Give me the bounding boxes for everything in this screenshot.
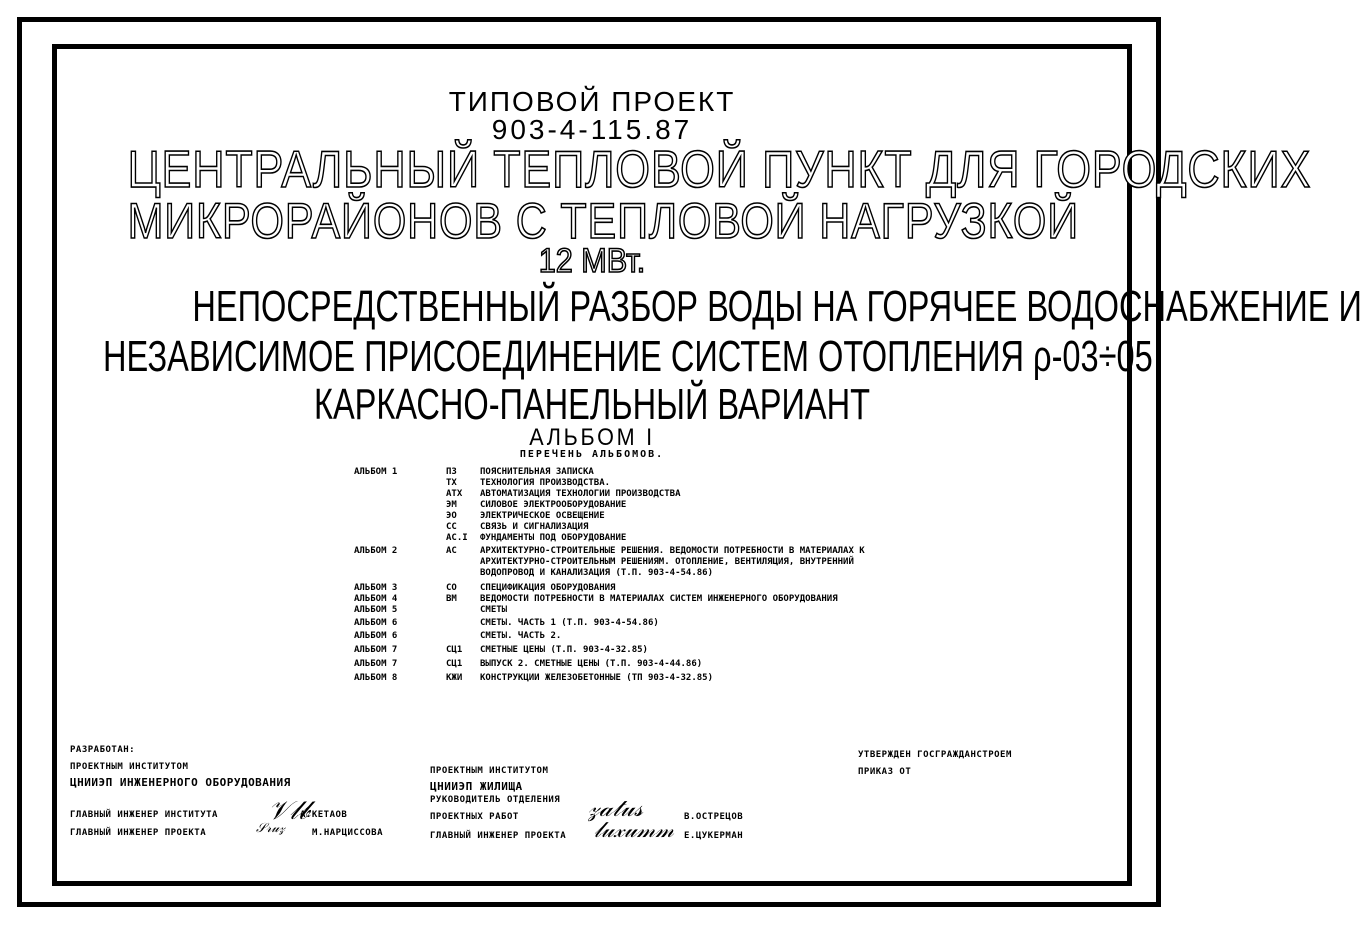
subtitle-line-1: НЕПОСРЕДСТВЕННЫЙ РАЗБОР ВОДЫ НА ГОРЯЧЕЕ ВОДОСНАБЖЕНИЕ И (192, 282, 1362, 331)
list-item-code: КЖИ (446, 673, 463, 683)
middle-chief-engineer-project-name: Е.ЦУКЕРМАН (684, 831, 744, 841)
list-item-code: СО (446, 583, 457, 593)
list-item-text: ВЕДОМОСТИ ПОТРЕБНОСТИ В МАТЕРИАЛАХ СИСТЕМ ИНЖЕНЕРНОГО ОБОРУДОВАНИЯ (480, 594, 838, 604)
list-item-code: ТХ (446, 478, 457, 488)
list-item-album: АЛЬБОМ 3 (354, 583, 398, 593)
project-number: 903-4-115.87 (491, 114, 693, 145)
list-item-text: СПЕЦИФИКАЦИЯ ОБОРУДОВАНИЯ (480, 583, 616, 593)
middle-head-department: РУКОВОДИТЕЛЬ ОТДЕЛЕНИЯ (430, 795, 561, 805)
list-item-text: ПОЯСНИТЕЛЬНАЯ ЗАПИСКА (480, 467, 594, 477)
order-label: ПРИКАЗ ОТ (858, 767, 912, 777)
list-item-album: АЛЬБОМ 7 (354, 659, 398, 669)
list-item-text: СМЕТЫ. ЧАСТЬ 1 (Т.П. 903-4-54.86) (480, 618, 659, 628)
list-item-album: АЛЬБОМ 5 (354, 605, 398, 615)
left-chief-engineer-project-name: М.НАРЦИССОВА (312, 828, 384, 838)
main-title-line-1: ЦЕНТРАЛЬНЫЙ ТЕПЛОВОЙ ПУНКТ ДЛЯ ГОРОДСКИХ (127, 141, 1312, 199)
left-institute: ЦНИИЭП ИНЖЕНЕРНОГО ОБОРУДОВАНИЯ (70, 776, 291, 789)
signature-nartsissova: 𝒮𝓇𝓊𝓏 (256, 821, 285, 836)
list-item-album: АЛЬБОМ 1 (354, 467, 398, 477)
middle-institute: ЦНИИЭП ЖИЛИЩА (430, 780, 523, 793)
list-item-code: АТХ (446, 489, 463, 499)
signature-ketaov: 𝒱𝓁𝒷 (268, 796, 310, 826)
list-item-text: ФУНДАМЕНТЫ ПОД ОБОРУДОВАНИЕ (480, 533, 627, 543)
list-item-code: АС (446, 546, 457, 556)
list-item-text: ЭЛЕКТРИЧЕСКОЕ ОСВЕЩЕНИЕ (480, 511, 605, 521)
main-title-line-2: МИКРОРАЙОНОВ С ТЕПЛОВОЙ НАГРУЗКОЙ (127, 193, 1080, 249)
left-by-institute: ПРОЕКТНЫМ ИНСТИТУТОМ (70, 762, 189, 772)
list-item-album: АЛЬБОМ 4 (354, 594, 398, 604)
middle-by-institute: ПРОЕКТНЫМ ИНСТИТУТОМ (430, 766, 549, 776)
left-chief-engineer-institute-name: А.КЕТАОВ (300, 810, 348, 820)
list-item-code: ПЗ (446, 467, 457, 477)
developed-label: РАЗРАБОТАН: (70, 745, 136, 755)
type-project-label: ТИПОВОЙ ПРОЕКТ (448, 86, 736, 117)
list-item-text: СМЕТЫ (480, 605, 508, 615)
list-item-text: СИЛОВОЕ ЭЛЕКТРООБОРУДОВАНИЕ (480, 500, 627, 510)
list-item-album: АЛЬБОМ 6 (354, 631, 398, 641)
list-item-text: АВТОМАТИЗАЦИЯ ТЕХНОЛОГИИ ПРОИЗВОДСТВА (480, 489, 681, 499)
subtitle-line-2: НЕЗАВИСИМОЕ ПРИСОЕДИНЕНИЕ СИСТЕМ ОТОПЛЕНИЯ ρ-03÷05 (103, 332, 1153, 381)
subtitle-line-3: КАРКАСНО-ПАНЕЛЬНЫЙ ВАРИАНТ (313, 380, 871, 429)
list-item-text: АРХИТЕКТУРНО-СТРОИТЕЛЬНЫМ РЕШЕНИЯМ. ОТОПЛЕНИЕ, ВЕНТИЛЯЦИЯ, ВНУТРЕННИЙ (480, 557, 854, 567)
list-item-text: КОНСТРУКЦИИ ЖЕЛЕЗОБЕТОННЫЕ (ТП 903-4-32.85) (480, 673, 713, 683)
left-chief-engineer-project: ГЛАВНЫЙ ИНЖЕНЕР ПРОЕКТА (70, 828, 207, 838)
list-item-text: ТЕХНОЛОГИЯ ПРОИЗВОДСТВА. (480, 478, 611, 488)
list-item-code: ЭО (446, 511, 457, 521)
power-rating: 12 МВт. (538, 242, 646, 280)
list-item-text: СВЯЗЬ И СИГНАЛИЗАЦИЯ (480, 522, 589, 532)
list-item-text: ВЫПУСК 2. СМЕТНЫЕ ЦЕНЫ (Т.П. 903-4-44.86) (480, 659, 703, 669)
list-item-code: ЭМ (446, 500, 457, 510)
list-item-code: СЦ1 (446, 645, 463, 655)
list-item-album: АЛЬБОМ 6 (354, 618, 398, 628)
middle-works-name: В.ОСТРЕЦОВ (684, 812, 744, 822)
list-item-text: СМЕТЫ. ЧАСТЬ 2. (480, 631, 562, 641)
middle-works: ПРОЕКТНЫХ РАБОТ (430, 812, 519, 822)
list-item-code: АС.I (446, 533, 468, 543)
list-item-text: ВОДОПРОВОД И КАНАЛИЗАЦИЯ (Т.П. 903-4-54.86) (480, 568, 713, 578)
approved-label: УТВЕРЖДЕН ГОСГРАЖДАНСТРОЕМ (858, 750, 1012, 760)
list-item-album: АЛЬБОМ 8 (354, 673, 398, 683)
list-item-text: АРХИТЕКТУРНО-СТРОИТЕЛЬНЫЕ РЕШЕНИЯ. ВЕДОМОСТИ ПОТРЕБНОСТИ В МАТЕРИАЛАХ К (480, 546, 865, 556)
list-item-code: СС (446, 522, 457, 532)
middle-chief-engineer-project: ГЛАВНЫЙ ИНЖЕНЕР ПРОЕКТА (430, 831, 567, 841)
list-item-album: АЛЬБОМ 7 (354, 645, 398, 655)
album-number: АЛЬБОМ I (529, 424, 655, 451)
signature-ostretsov: 𝓏𝒶𝓉𝓊𝓈 (588, 794, 643, 822)
left-chief-engineer-institute: ГЛАВНЫЙ ИНЖЕНЕР ИНСТИТУТА (70, 810, 218, 820)
album-list-title: ПЕРЕЧЕНЬ АЛЬБОМОВ. (519, 449, 665, 460)
list-item-code: ВМ (446, 594, 457, 604)
list-item-code: СЦ1 (446, 659, 463, 669)
signature-tsukerman: 𝓁𝓊𝓍𝓊𝓂𝓂 (594, 818, 674, 843)
list-item-album: АЛЬБОМ 2 (354, 546, 398, 556)
list-item-text: СМЕТНЫЕ ЦЕНЫ (Т.П. 903-4-32.85) (480, 645, 648, 655)
